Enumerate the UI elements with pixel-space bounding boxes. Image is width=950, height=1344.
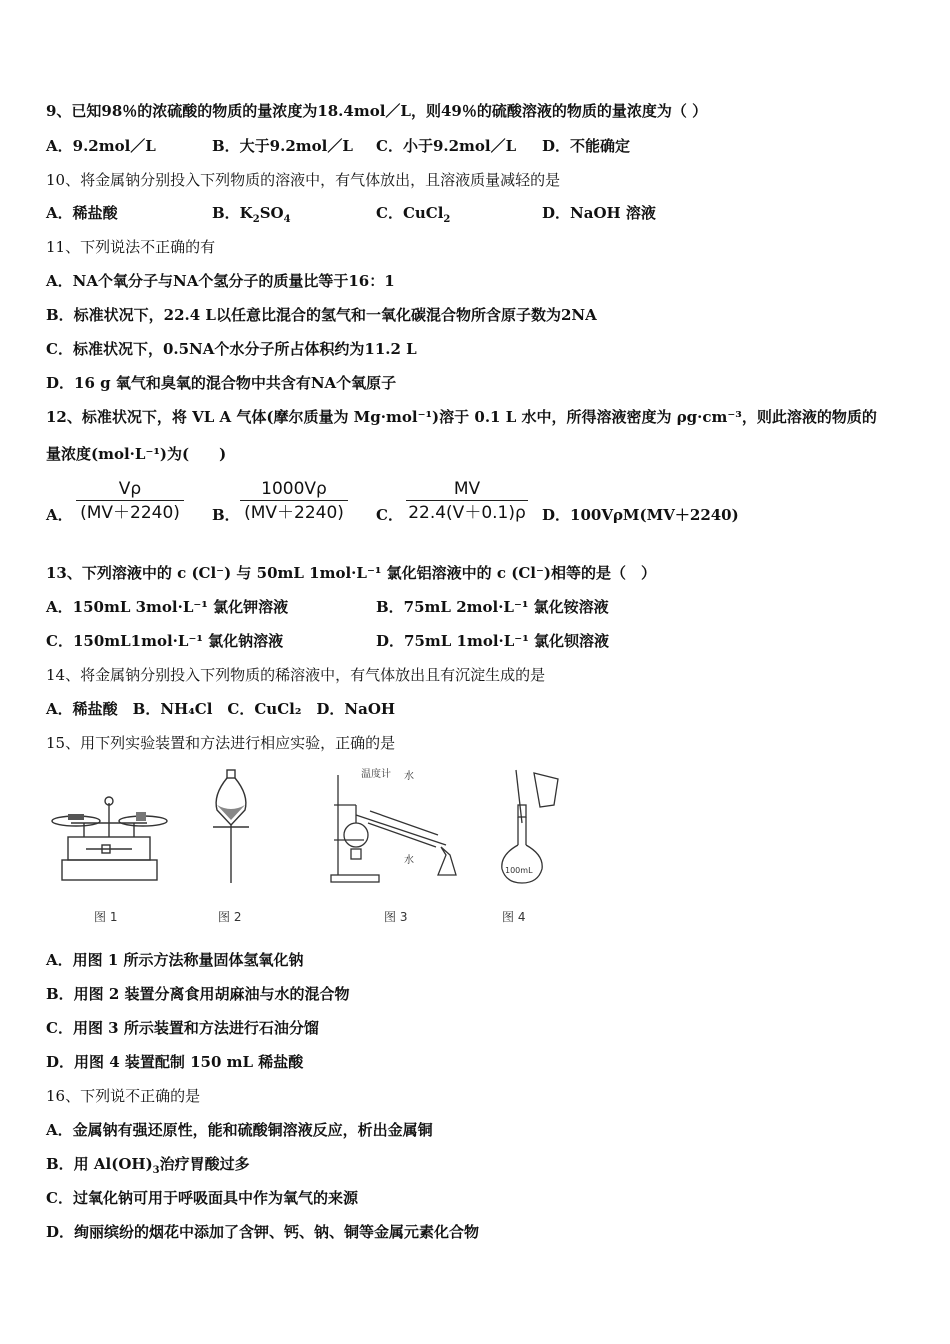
q15-option-b: B．用图 2 装置分离食用胡麻油与水的混合物 xyxy=(46,985,350,1003)
q12-option-b-label: B． xyxy=(212,506,240,524)
q12-option-a-fraction xyxy=(76,478,184,525)
q12-stem-line1: 12、标准状况下，将 VL A 气体(摩尔质量为 Mg·mol⁻¹)溶于 0.1 L 水中，所得溶液密度为 ρg·cm⁻³，则此溶液的物质的 xyxy=(46,408,877,426)
svg-text:水: 水 xyxy=(404,855,414,866)
q12-option-a-label: A． xyxy=(46,506,73,524)
q11-option-a: A．NA个氧分子与NA个氢分子的质量比等于16：1 xyxy=(46,272,395,290)
q9-option-b: B．大于9.2mol／L xyxy=(212,137,353,155)
q15-option-a: A．用图 1 所示方法称量固体氢氧化钠 xyxy=(46,951,304,969)
q13-stem: 13、下列溶液中的 c (Cl⁻) 与 50mL 1mol·L⁻¹ 氯化铝溶液中的 c (Cl⁻)相等的是（ ） xyxy=(46,564,656,582)
q10-option-a: A．稀盐酸 xyxy=(46,204,118,222)
q9-option-d: D．不能确定 xyxy=(542,137,631,155)
q16-option-b: B．用 $Al(OH)_3$治疗胃酸过多 xyxy=(46,1155,250,1176)
q16-stem: 16、下列说不正确的是 xyxy=(46,1087,201,1105)
q9-stem: 9、已知98％的浓硫酸的物质的量浓度为18.4mol／L，则49％的硫酸溶液的物质的量浓度为（ ） xyxy=(46,102,708,120)
q12-b-numerator: 1000Vρ xyxy=(261,479,327,499)
q12-option-b-fraction xyxy=(240,478,348,525)
q10-stem: 10、将金属钠分别投入下列物质的溶液中，有气体放出，且溶液质量减轻的是 xyxy=(46,171,561,189)
separatory-funnel-icon xyxy=(211,765,251,890)
q14-options: A．稀盐酸 B．NH₄Cl C．CuCl₂ D．NaOH xyxy=(46,700,396,718)
balance-icon xyxy=(46,765,171,890)
q15-option-d: D．用图 4 装置配制 150 mL 稀盐酸 xyxy=(46,1053,304,1071)
q11-option-b: B．标准状况下，22.4 L以任意比混合的氢气和一氧化碳混合物所含原子数为2NA xyxy=(46,306,597,324)
q13-option-d: D．75mL 1mol·L⁻¹ 氯化钡溶液 xyxy=(376,632,610,650)
q13-option-b: B．75mL 2mol·L⁻¹ 氯化铵溶液 xyxy=(376,598,609,616)
q13-option-a: A．150mL 3mol·L⁻¹ 氯化钾溶液 xyxy=(46,598,289,616)
q9-option-a: A．9.2mol／L xyxy=(46,137,156,155)
svg-text:温度计: 温度计 xyxy=(361,769,391,780)
q13-option-c: C．150mL1mol·L⁻¹ 氯化钠溶液 xyxy=(46,632,284,650)
q12-stem-line2: 量浓度(mol·L⁻¹)为( ) xyxy=(46,445,227,463)
figure-1-caption: 图 1 xyxy=(94,910,118,924)
volumetric-flask-icon xyxy=(496,765,566,890)
q11-option-d: D．16 g 氧气和臭氧的混合物中共含有NA个氧原子 xyxy=(46,374,397,392)
distillation-apparatus-icon xyxy=(326,765,476,890)
q12-option-d: D．100VρM(MV＋2240) xyxy=(542,506,739,524)
q12-option-c-label: C． xyxy=(376,506,403,524)
q11-stem: 11、下列说法不正确的有 xyxy=(46,238,216,256)
q12-c-numerator: MV xyxy=(453,479,481,499)
q16-option-c: C．过氧化钠可用于呼吸面具中作为氧气的来源 xyxy=(46,1189,358,1207)
svg-text:100mL: 100mL xyxy=(505,866,533,875)
q9-option-c: C．小于9.2mol／L xyxy=(376,137,517,155)
q10-option-b: B．$K_2SO_4$ xyxy=(212,204,291,225)
figure-4-caption: 图 4 xyxy=(502,910,526,924)
q15-figures xyxy=(46,765,586,925)
q15-option-c: C．用图 3 所示装置和方法进行石油分馏 xyxy=(46,1019,319,1037)
q12-c-denominator: 22.4(V＋0.1)ρ xyxy=(406,500,528,525)
svg-text:水: 水 xyxy=(404,771,414,782)
q12-a-denominator: (MV＋2240) xyxy=(76,500,184,525)
q11-option-c: C．标准状况下，0.5NA个水分子所占体积约为11.2 L xyxy=(46,340,417,358)
q15-stem: 15、用下列实验装置和方法进行相应实验，正确的是 xyxy=(46,734,396,752)
figure-3-caption: 图 3 xyxy=(384,910,408,924)
q16-option-a: A．金属钠有强还原性，能和硫酸铜溶液反应，析出金属铜 xyxy=(46,1121,433,1139)
q16-option-d: D．绚丽缤纷的烟花中添加了含钾、钙、钠、铜等金属元素化合物 xyxy=(46,1223,480,1241)
figure-2-caption: 图 2 xyxy=(218,910,242,924)
q10-option-d: D．NaOH 溶液 xyxy=(542,204,656,222)
q14-stem: 14、将金属钠分别投入下列物质的稀溶液中，有气体放出且有沉淀生成的是 xyxy=(46,666,546,684)
q10-option-c: C．CuCl$_2$ xyxy=(376,204,451,225)
q12-option-c-fraction xyxy=(406,478,528,525)
q12-b-denominator: (MV＋2240) xyxy=(240,500,348,525)
q12-a-numerator: Vρ xyxy=(118,479,142,499)
